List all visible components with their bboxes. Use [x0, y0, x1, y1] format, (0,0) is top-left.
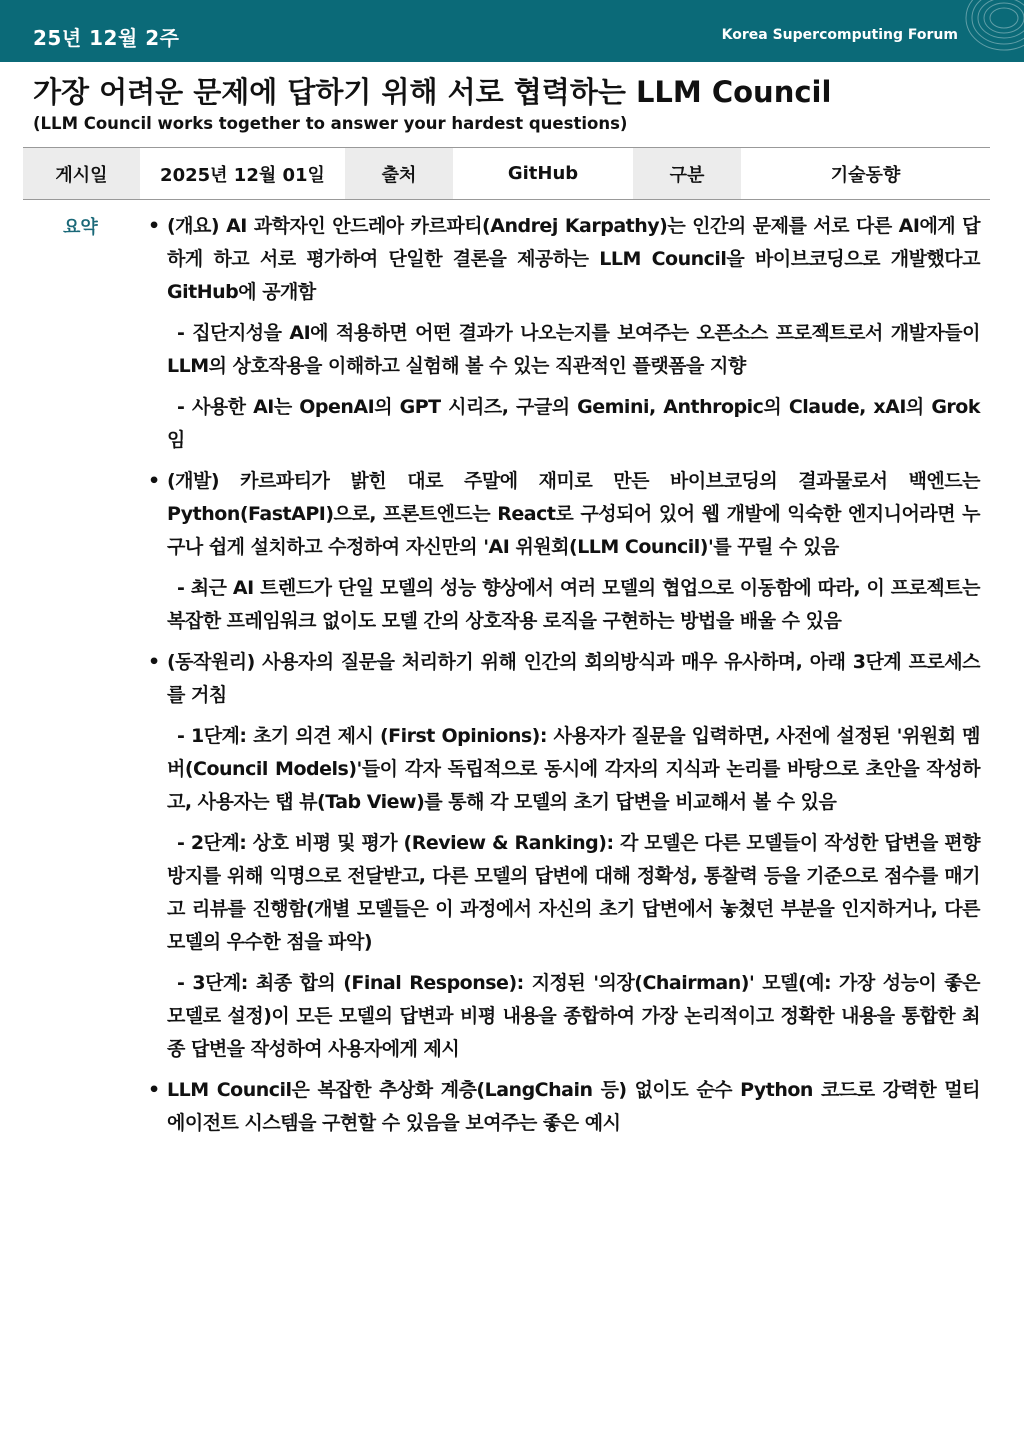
summary-label: 요약: [63, 217, 98, 238]
summary-text: • (개요) AI 과학자인 안드레아 카르파티(Andrej Karpathy)는 인간의 문제를 서로 다른 AI에게 답하게 하고 서로 평가하여 단일한 결론을 제공하는 LLM Council을 바이브코딩으로 개발했다고 GitHub에 공개함: [167, 215, 980, 303]
summary-content: [148, 210, 980, 1148]
summary-text: • LLM Council은 복잡한 추상화 계층(LangChain 등) 없이도 순수 Python 코드로 강력한 멀티 에이전트 시스템을 구현할 수 있음을 보여주는 좋은 예시: [167, 1079, 981, 1134]
summary-bullet-overview: [148, 210, 980, 309]
summary-text: • (동작원리) 사용자의 질문을 처리하기 위해 인간의 회의방식과 매우 유사하며, 아래 3단계 프로세스를 거침: [167, 651, 980, 706]
summary-text: - 최근 AI 트렌드가 단일 모델의 성능 향상에서 여러 모델의 협업으로 이동함에 따라, 이 프로젝트는 복잡한 프레임워크 없이도 모델 간의 상호작용 로직을 구현하는 방법을 배울 수 있음: [167, 577, 980, 632]
summary-text: - 1단계: 초기 의견 제시 (First Opinions): 사용자가 질문을 입력하면, 사전에 설정된 '위원회 멤버(Council Models)'들이 각자 독립적으로 동시에 각자의 지식과 논리를 바탕으로 초안을 작성하고, 사용자는 탭 뷰(Tab View)를 통해 각 모델의 초기 답변을 비교해서 볼 수 있음: [167, 725, 980, 813]
category-value: 기술동향: [830, 164, 901, 186]
posted-date-value: 2025년 12월 01일: [160, 164, 325, 186]
summary-text: - 3단계: 최종 합의 (Final Response): 지정된 '의장(Chairman)' 모델(예: 가장 성능이 좋은 모델로 설정)이 모든 모델의 답변과 비평 내용을 종합하여 가장 논리적이고 정확한 내용을 통합한 최종 답변을 작성하여 사용자에게 제시: [167, 972, 980, 1060]
posted-date-label: 게시일: [23, 148, 140, 199]
summary-sub-item: [148, 391, 980, 457]
organization-name: Korea Supercomputing Forum: [721, 27, 958, 43]
category-label: 구분: [633, 148, 741, 199]
summary-bullet-mechanism: [148, 646, 980, 712]
summary-text: - 사용한 AI는 OpenAI의 GPT 시리즈, 구글의 Gemini, Anthropic의 Claude, xAI의 Grok임: [167, 396, 980, 451]
issue-week: 25년 12월 2주: [33, 26, 180, 50]
page-title: 가장 어려운 문제에 답하기 위해 서로 협력하는 LLM Council: [33, 75, 832, 109]
summary-sub-item: [148, 827, 980, 959]
summary-text: - 2단계: 상호 비평 및 평가 (Review & Ranking): 각 모델은 다른 모델들이 작성한 답변을 편향방지를 위해 익명으로 전달받고, 다른 모델의 답변에 대해 정확성, 통찰력 등을 기준으로 점수를 매기고 리뷰를 진행함(개별 모델들은 이 과정에서 자신의 초기 답변에서 놓쳤던 부분을 인지하거나, 다른 모델의 우수한 점을 파악): [167, 832, 980, 953]
summary-bullet-development: [148, 465, 980, 564]
summary-sub-item: [148, 572, 980, 638]
summary-text: • (개발) 카르파티가 밝힌 대로 주말에 재미로 만든 바이브코딩의 결과물로서 백엔드는 Python(FastAPI)으로, 프론트엔드는 React로 구성되어 있어 웹 개발에 익숙한 엔지니어라면 누구나 쉽게 설치하고 수정하여 자신만의 'AI 위원회(LLM Council)'를 꾸릴 수 있음: [167, 470, 980, 558]
meta-table: [23, 147, 990, 200]
summary-sub-item: [148, 317, 980, 383]
source-value: GitHub: [507, 163, 579, 184]
summary-sub-item: [148, 967, 980, 1066]
summary-bullet-conclusion: [148, 1074, 980, 1140]
source-label: 출처: [345, 148, 453, 199]
page-subtitle: (LLM Council works together to answer your hardest questions): [33, 114, 628, 133]
decorative-swirl-icon: [934, 0, 1024, 62]
summary-sub-item: [148, 720, 980, 819]
header-bar: [0, 0, 1024, 62]
summary-text: - 집단지성을 AI에 적용하면 어떤 결과가 나오는지를 보여주는 오픈소스 프로젝트로서 개발자들이 LLM의 상호작용을 이해하고 실험해 볼 수 있는 직관적인 플랫폼을 지향: [167, 322, 980, 377]
